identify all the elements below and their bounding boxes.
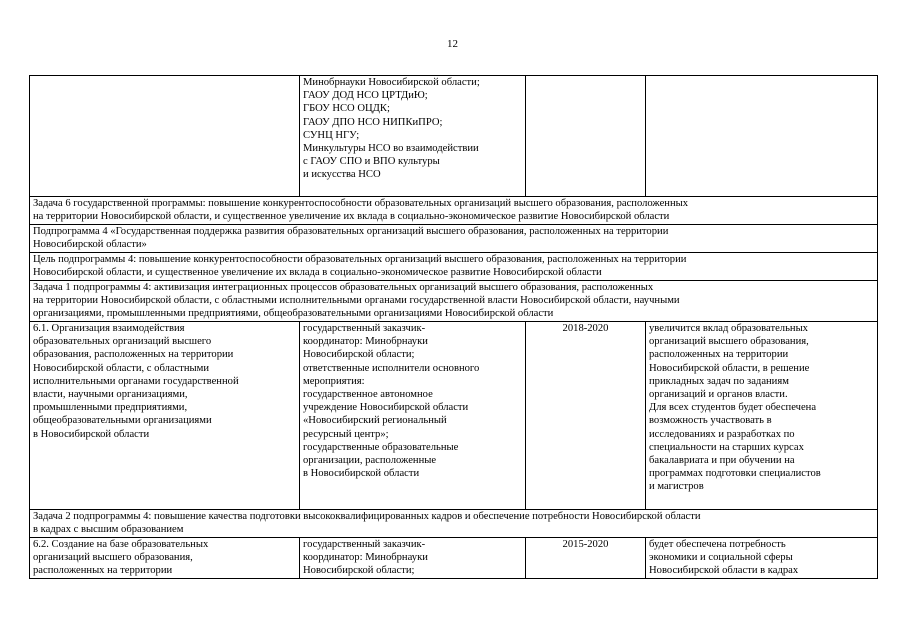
page-number: 12 (447, 38, 458, 50)
goal-4-heading: Цель подпрограммы 4: повышение конкурентоспособности образовательных организаций высшего образования, расположенных на территории Новосибирской области, и существенное увеличение их вклада в социально-экономическое развитие Новосибирской области (30, 253, 878, 281)
table-row (30, 76, 878, 197)
period-cell: 2015-2020 (526, 538, 646, 579)
executors-cell: Минобрнауки Новосибирской области; ГАОУ ДОД НСО ЦРТДиЮ; ГБОУ НСО ОЦДК; ГАОУ ДПО НСО НИПКиПРО; СУНЦ НГУ; Минкультуры НСО во взаимодействии с ГАОУ СПО и ВПО культуры и искусства НСО (300, 76, 526, 197)
task-6-heading: Задача 6 государственной программы: повышение конкурентоспособности образовательных организаций высшего образования, расположенных на территории Новосибирской области, и существенное увеличение их вклада в социально-экономическое развитие Новосибирской области (30, 197, 878, 225)
task-2-heading: Задача 2 подпрограммы 4: повышение качества подготовки высококвалифицированных кадров и обеспечение потребности Новосибирской области в кадрах с высшим образованием (30, 510, 878, 538)
measure-cell: 6.1. Организация взаимодействия образовательных организаций высшего образования, расположенных на территории Новосибирской области, с областными исполнительными органами государственной власти, научными организациями, промышленными предприятиями, общеобразовательными организациями в Новосибирской области (30, 322, 300, 510)
table-row (30, 197, 878, 225)
measures-table-area (29, 75, 877, 600)
executors-cell: государственный заказчик- координатор: Минобрнауки Новосибирской области; (300, 538, 526, 579)
task-1-heading: Задача 1 подпрограммы 4: активизация интеграционных процессов образовательных организаций высшего образования, расположенных на территории Новосибирской области, с областными исполнительными органами государственной власти Новосибирской области, научными организациями, промышленными предприятиями, общеобразовательными организациями Новосибирской области (30, 281, 878, 322)
result-cell: будет обеспечена потребность экономики и социальной сферы Новосибирской области в кадрах (646, 538, 878, 579)
table-row (30, 225, 878, 253)
result-cell: увеличится вклад образовательных организаций высшего образования, расположенных на территории Новосибирской области, в решение прикладных задач по заданиям организаций и органов власти. Для всех студентов будет обеспечена возможность участвовать в исследованиях и разработках по специальности на старших курсах бакалавриата и при обучении на программах подготовки специалистов и магистров (646, 322, 878, 510)
empty-cell (30, 76, 300, 197)
table-row (30, 322, 878, 510)
period-cell: 2018-2020 (526, 322, 646, 510)
executors-cell: государственный заказчик- координатор: Минобрнауки Новосибирской области; ответственные исполнители основного мероприятия: государственное автономное учреждение Новосибирской области «Новосибирский региональный ресурсный центр»; государственные образовательные организации, расположенные в Новосибирской области (300, 322, 526, 510)
table-row (30, 253, 878, 281)
table-row (30, 510, 878, 538)
table-row (30, 538, 878, 579)
empty-cell (646, 76, 878, 197)
empty-cell (526, 76, 646, 197)
subprogram-4-heading: Подпрограмма 4 «Государственная поддержка развития образовательных организаций высшего образования, расположенных на территории Новосибирской области» (30, 225, 878, 253)
measure-cell: 6.2. Создание на базе образовательных организаций высшего образования, расположенных на территории (30, 538, 300, 579)
table-row (30, 281, 878, 322)
measures-table (29, 75, 878, 579)
